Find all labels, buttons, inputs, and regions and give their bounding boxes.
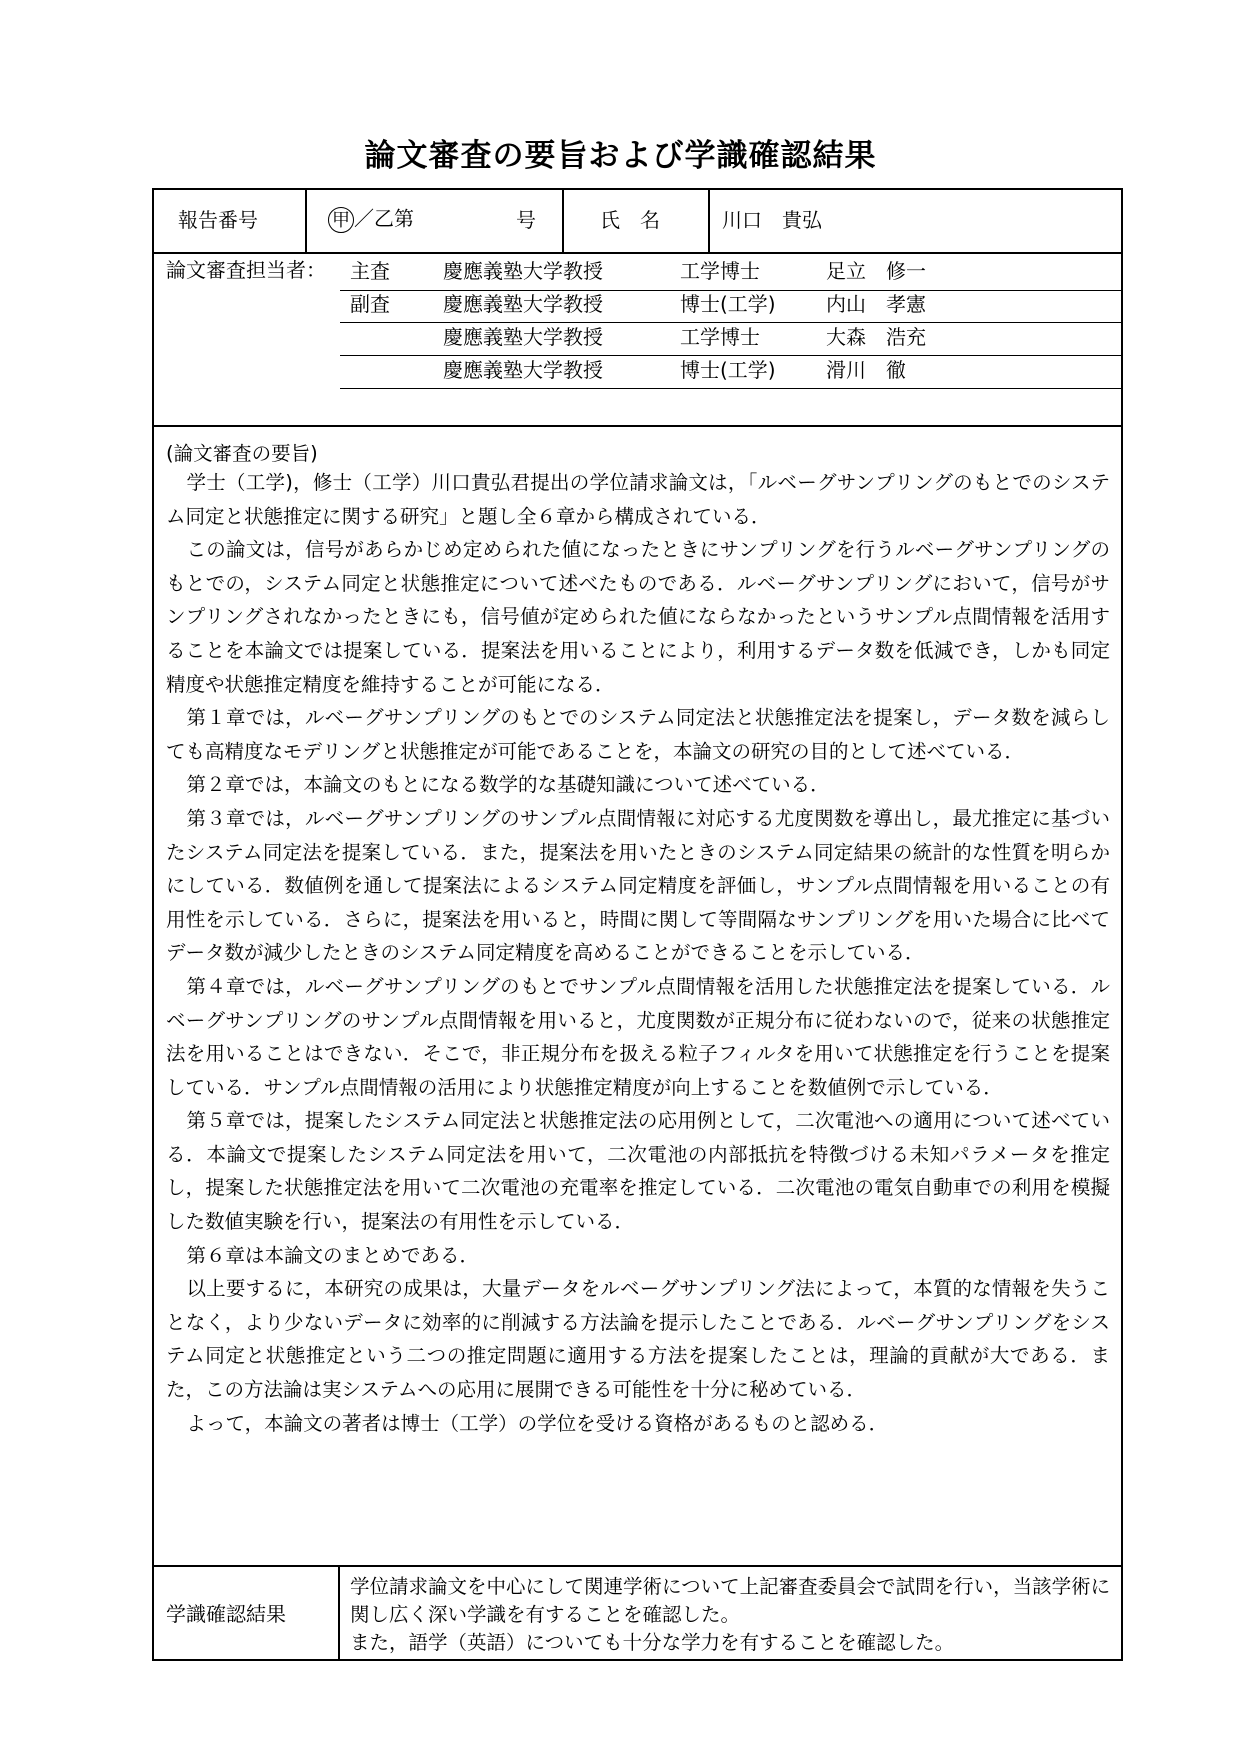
confirmation-line: 学位請求論文を中心にして関連学術について上記審査委員会で試問を行い，当該学術に関し広く深い学識を有することを確認した。 — [350, 1575, 1111, 1626]
confirmation-text — [350, 1573, 1115, 1657]
divider — [562, 188, 564, 252]
examiner-affiliation: 慶應義塾大学教授 — [443, 292, 603, 316]
name-value: 川口 貴弘 — [722, 208, 822, 232]
divider — [708, 188, 710, 252]
examiner-name: 大森 浩充 — [826, 325, 926, 349]
examiner-degree: 博士(工学) — [680, 358, 776, 382]
summary-paragraph: 第４章では，ルベーグサンプリングのもとでサンプル点間情報を活用した状態推定法を提案している．ルベーグサンプリングのサンプル点間情報を用いると，尤度関数が正規分布に従わないので，従来の状態推定法を用いることはできない．そこで，非正規分布を扱える粒子フィルタを用いて状態推定を行うことを提案している．サンプル点間情報の活用により状態推定精度が向上することを数値例で示している． — [166, 974, 1110, 1099]
row-line — [340, 388, 1123, 389]
row-line — [340, 355, 1123, 356]
examiner-degree: 工学博士 — [680, 325, 760, 349]
examiner-affiliation: 慶應義塾大学教授 — [443, 325, 603, 349]
examiners-label: 論文審査担当者： — [166, 258, 326, 282]
summary-paragraph: この論文は，信号があらかじめ定められた値になったときにサンプリングを行うルベーグサンプリングのもとでの，システム同定と状態推定について述べたものである．ルベーグサンプリングにおいて，信号がサンプリングされなかったときにも，信号値が定められた値にならなかったというサンプル点間情報を活用することを本論文では提案している．提案法を用いることにより，利用するデータ数を低減でき，しかも同定精度や状態推定精度を維持することが可能になる． — [166, 538, 1110, 696]
examiner-affiliation: 慶應義塾大学教授 — [443, 259, 603, 283]
examiner-degree: 工学博士 — [680, 259, 760, 283]
row-line — [340, 290, 1123, 291]
examiner-role: 副査 — [350, 292, 390, 316]
report-number-field — [328, 207, 414, 233]
examiner-degree: 博士(工学) — [680, 292, 776, 316]
summary-body — [166, 466, 1110, 1440]
divider — [152, 252, 1123, 254]
summary-paragraph: 第２章では，本論文のもとになる数学的な基礎知識について述べている． — [186, 773, 830, 797]
examiner-affiliation: 慶應義塾大学教授 — [443, 358, 603, 382]
report-number-go: 号 — [516, 208, 536, 232]
row-line — [340, 322, 1123, 323]
summary-heading: (論文審査の要旨) — [166, 442, 318, 465]
divider — [152, 425, 1123, 427]
confirmation-label: 学識確認結果 — [166, 1602, 286, 1626]
name-label: 氏 名 — [600, 208, 660, 232]
divider — [305, 188, 307, 252]
summary-paragraph: 学士（工学)，修士（工学）川口貴弘君提出の学位請求論文は，「ルベーグサンプリングのもとでのシステム同定と状態推定に関する研究」と題し全６章から構成されている． — [166, 471, 1110, 528]
divider — [152, 1565, 1123, 1567]
summary-paragraph: 第３章では，ルベーグサンプリングのサンプル点間情報に対応する尤度関数を導出し，最尤推定に基づいたシステム同定法を提案している．また，提案法を用いたときのシステム同定結果の統計的な性質を明らかにしている．数値例を通して提案法によるシステム同定精度を評価し，サンプル点間情報を用いることの有用性を示している．さらに，提案法を用いると，時間に関して等間隔なサンプリングを用いた場合に比べてデータ数が減少したときのシステム同定精度を高めることができることを示している． — [166, 806, 1110, 965]
divider — [338, 1565, 340, 1661]
examiner-role: 主査 — [350, 259, 390, 283]
report-kou-circle: 甲 — [328, 207, 354, 233]
page-title: 論文審査の要旨および学識確認結果 — [364, 138, 877, 174]
report-number-kind: ／乙第 — [354, 206, 414, 231]
summary-paragraph: 第１章では，ルベーグサンプリングのもとでのシステム同定法と状態推定法を提案し，データ数を減らしても高精度なモデリングと状態推定が可能であることを，本論文の研究の目的として述べている． — [166, 706, 1110, 763]
report-number-label: 報告番号 — [178, 208, 258, 232]
summary-paragraph: 以上要するに，本研究の成果は，大量データをルベーグサンプリング法によって，本質的な情報を失うことなく，より少ないデータに効率的に削減する方法論を提示したことである．ルベーグサンプリングをシステム同定と状態推定という二つの推定問題に適用する方法を提案したことは，理論的貢献が大である．また，この方法論は実システムへの応用に展開できる可能性を十分に秘めている． — [166, 1277, 1110, 1402]
examiner-name: 滑川 徹 — [826, 358, 906, 382]
summary-paragraph: 第６章は本論文のまとめである． — [186, 1243, 479, 1267]
confirmation-line: また，語学（英語）についても十分な学力を有することを確認した。 — [350, 1631, 955, 1654]
examiner-name: 足立 修一 — [826, 259, 926, 283]
examiner-name: 内山 孝憲 — [826, 292, 926, 316]
summary-paragraph: よって，本論文の著者は博士（工学）の学位を受ける資格があるものと認める． — [186, 1411, 889, 1435]
summary-paragraph: 第５章では，提案したシステム同定法と状態推定法の応用例として，二次電池への適用について述べている．本論文で提案したシステム同定法を用いて，二次電池の内部抵抗を特徴づける未知パラメータを推定し，提案した状態推定法を用いて二次電池の充電率を推定している．二次電池の電気自動車での利用を模擬した数値実験を行い，提案法の有用性を示している． — [166, 1109, 1110, 1234]
